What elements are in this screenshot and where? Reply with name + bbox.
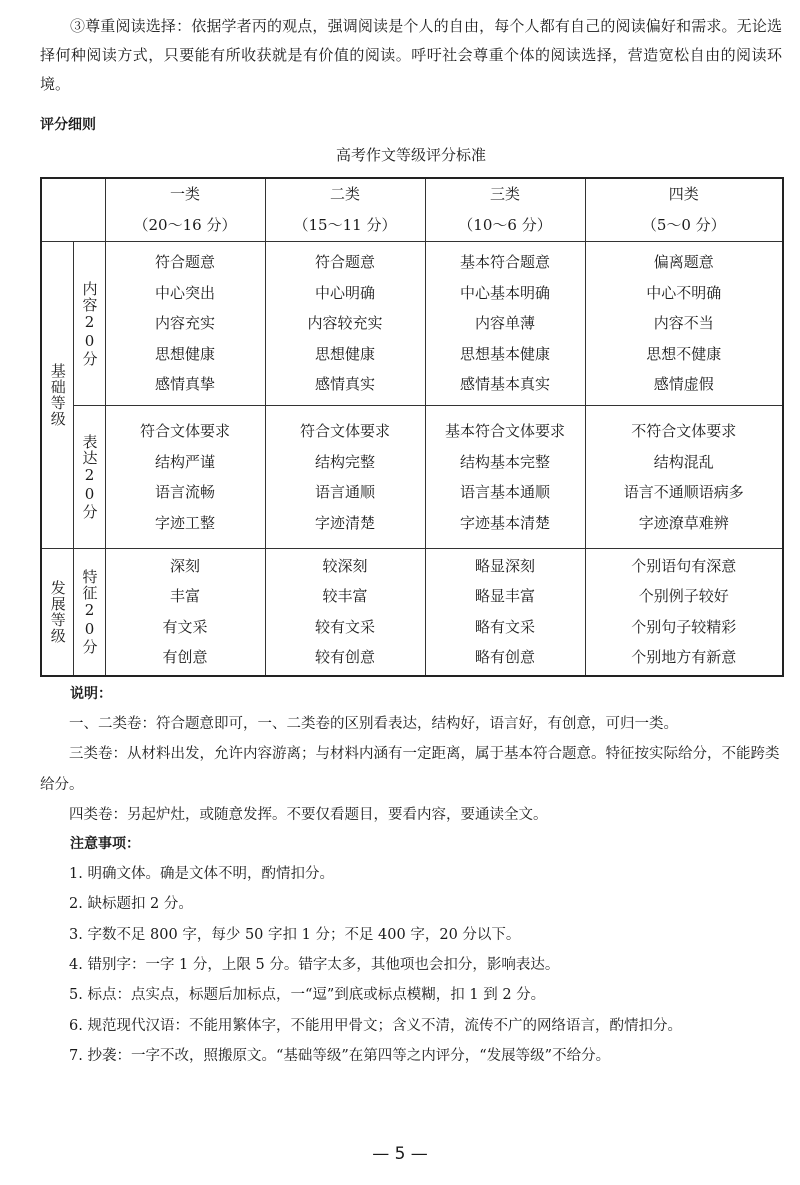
- grading-table: [40, 177, 784, 677]
- page-number: — 5 —: [372, 1144, 428, 1164]
- criteria-cell: 深刻 丰富 有文采 有创意: [105, 549, 265, 676]
- group-label-cell: [41, 242, 73, 549]
- attention-item: 4. 错别字：一字 1 分，上限 5 分。错字太多，其他项也会扣分，影响表达。: [69, 957, 560, 974]
- table-row: [41, 549, 783, 676]
- table-title: 高考作文等级评分标准: [335, 146, 486, 164]
- criteria-cell: 符合题意 中心突出 内容充实 思想健康 感情真挚: [105, 242, 265, 406]
- row-label: 特征20分: [80, 568, 99, 655]
- criteria-cell: 符合文体要求 结构完整 语言通顺 字迹清楚: [265, 406, 425, 549]
- intro-paragraph: ③尊重阅读选择：依据学者丙的观点，强调阅读是个人的自由，每个人都有自己的阅读偏好和需求。无论选择何种阅读方式，只要能有所收获就是有价值的阅读。呼吁社会尊重个体的阅读选择，营造宽松自由的阅读环境。: [40, 17, 782, 93]
- row-label-cell: [73, 242, 105, 406]
- table-header-row: [41, 178, 783, 242]
- group-label: 发展等级: [48, 579, 67, 644]
- criteria-cell: 基本符合题意 中心基本明确 内容单薄 思想基本健康 感情基本真实: [425, 242, 585, 406]
- table-corner-cell: [41, 178, 105, 242]
- attention-item: 7. 抄袭：一字不改，照搬原文。“基础等级”在第四等之内评分，“发展等级”不给分。: [69, 1047, 611, 1064]
- attention-item: 5. 标点：点实点，标题后加标点，一“逗”到底或标点模糊，扣 1 到 2 分。: [69, 987, 546, 1004]
- criteria-cell: 较深刻 较丰富 较有文采 较有创意: [265, 549, 425, 676]
- row-label-cell: [73, 549, 105, 676]
- group-label: 基础等级: [48, 363, 67, 427]
- criteria-cell: 基本符合文体要求 结构基本完整 语言基本通顺 字迹基本清楚: [425, 406, 585, 549]
- criteria-cell: 个别语句有深意 个别例子较好 个别句子较精彩 个别地方有新意: [585, 549, 783, 676]
- explanation-line: 四类卷：另起炉灶，或随意发挥。不要仅看题目，要看内容，要通读全文。: [69, 806, 548, 823]
- attention-item: 6. 规范现代汉语：不能用繁体字，不能用甲骨文；含义不清，流传不广的网络语言，酌情扣分。: [69, 1017, 682, 1034]
- attention-heading: 注意事项：: [70, 836, 140, 853]
- explanation-heading: 说明：: [70, 686, 112, 702]
- explanation-line: 三类卷：从材料出发，允许内容游离；与材料内涵有一定距离，属于基本符合题意。特征按实际给分，不能跨类给分。: [40, 746, 780, 793]
- row-label: 内容20分: [80, 280, 99, 367]
- attention-item: 1. 明确文体。确是文体不明，酌情扣分。: [69, 866, 334, 883]
- row-label: 表达20分: [80, 434, 99, 520]
- criteria-cell: 符合题意 中心明确 内容较充实 思想健康 感情真实: [265, 242, 425, 406]
- criteria-cell: 偏离题意 中心不明确 内容不当 思想不健康 感情虚假: [585, 242, 783, 406]
- criteria-cell: 略显深刻 略显丰富 略有文采 略有创意: [425, 549, 585, 676]
- table-row: [41, 242, 783, 406]
- criteria-cell: 不符合文体要求 结构混乱 语言不通顺语病多 字迹潦草难辨: [585, 406, 783, 549]
- attention-item: 3. 字数不足 800 字，每少 50 字扣 1 分；不足 400 字，20 分以下。: [69, 926, 521, 943]
- explanation-line: 一、二类卷：符合题意即可，一、二类卷的区别看表达，结构好，语言好，有创意，可归一类。: [69, 716, 678, 732]
- attention-item: 2. 缺标题扣 2 分。: [69, 896, 193, 913]
- row-label-cell: [73, 406, 105, 549]
- column-header: 三类 （10～6 分）: [425, 178, 585, 242]
- criteria-cell: 符合文体要求 结构严谨 语言流畅 字迹工整: [105, 406, 265, 549]
- column-header: 二类 （15～11 分）: [265, 178, 425, 242]
- notes-section: [40, 680, 782, 1071]
- column-header: 四类 （5～0 分）: [585, 178, 783, 242]
- column-header: 一类 （20～16 分）: [105, 178, 265, 242]
- group-label-cell: [41, 549, 73, 676]
- rules-heading: 评分细则: [40, 117, 96, 133]
- table-row: [41, 406, 783, 549]
